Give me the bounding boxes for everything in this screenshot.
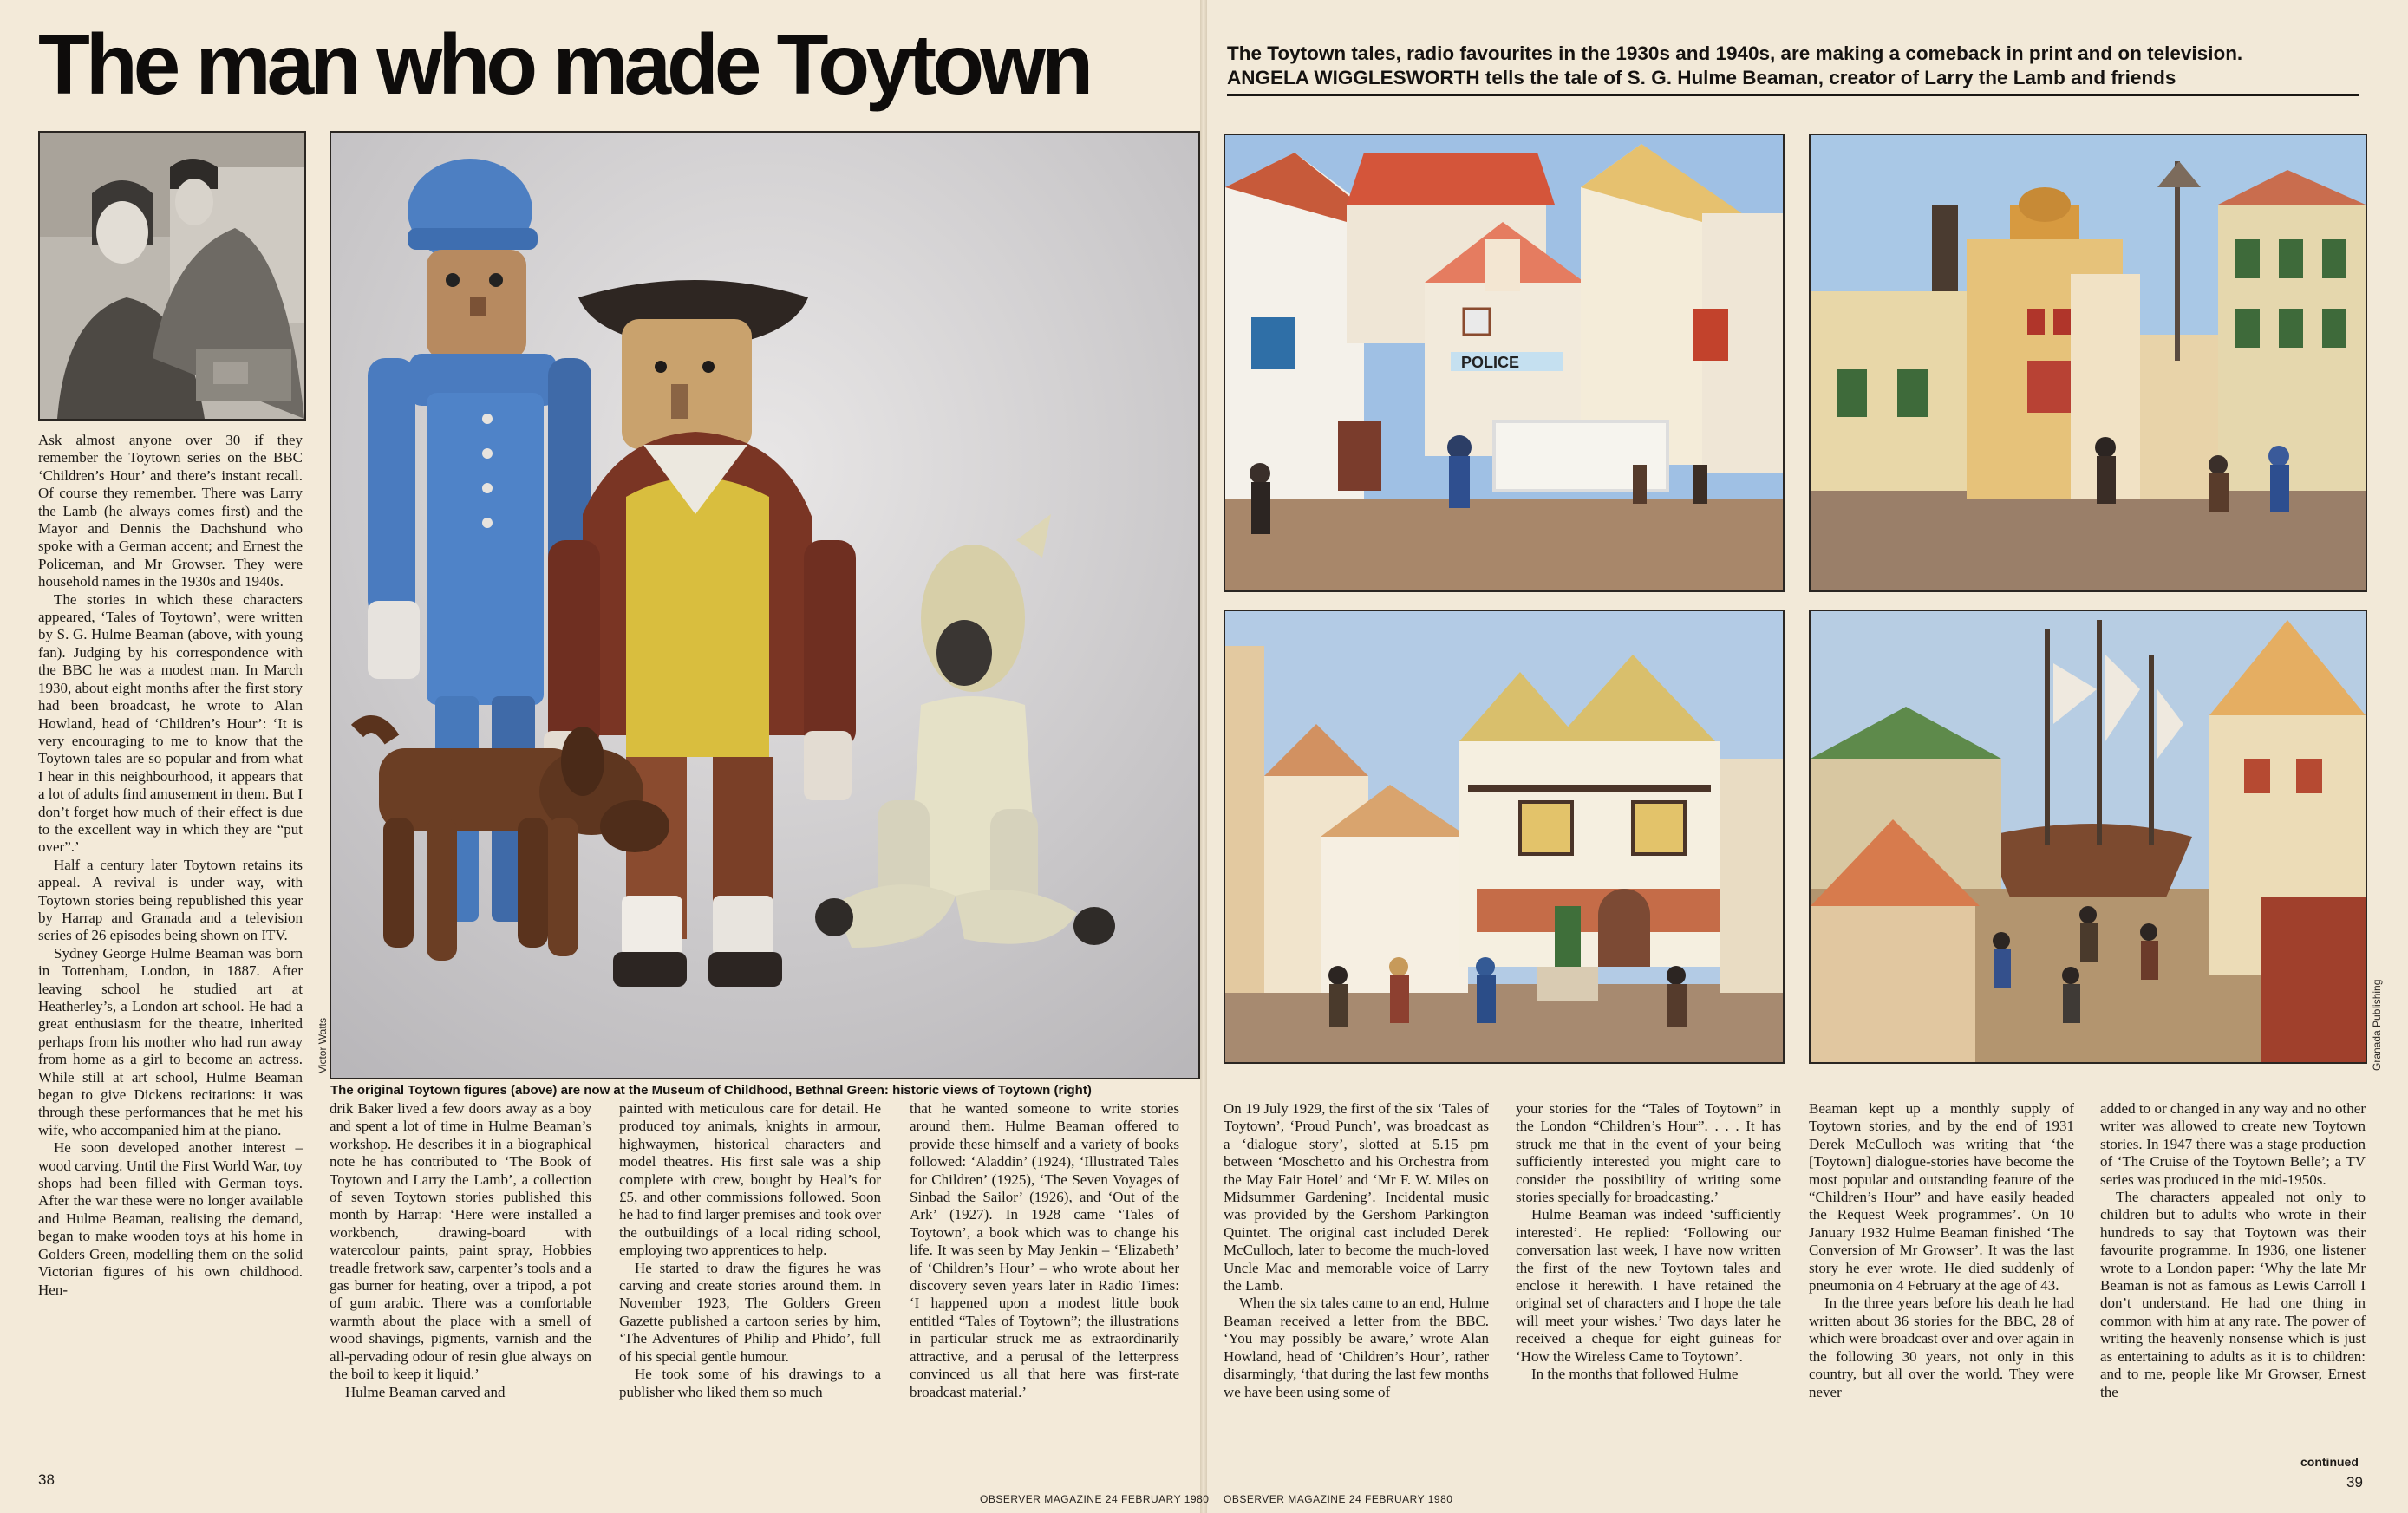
col6-para-3: In the months that followed Hulme: [1531, 1366, 1739, 1383]
standfirst: [1227, 42, 2380, 90]
col8-para-2: The characters appealed not only to children but to adults who wrote in their hundreds to say that Toytown was their favourite programme. In 1936, one listener wrote to a London paper: ‘Why the late Mr Beaman is not as famous as Lewis Carroll I don’t understand. He had one thing in common with him at any rate. The power of writing the heavenly nonsense which is just as entertaining to adults as it is to children: and to me, people like Mr Growser, Ernest the: [2100, 1189, 2366, 1400]
col5-para-1: On 19 July 1929, the first of the six ‘Tales of Toytown’, ‘Proud Punch’, was broadcast as a ‘dialogue story’, slotted at 5.15 pm between ‘Moschetto and his Orchestra from the May Fair Hotel’ and ‘Mr F. W. Miles on Midsummer Gardening’. Incidental music was provided by the Gershom Parkington Quintet. The original cast included Derek McCulloch, later to become the much-loved Uncle Mac and memorable voice of Larry the Lamb.: [1224, 1100, 1489, 1295]
svg-text:POLICE: POLICE: [1461, 354, 1520, 371]
publication-line-right: OBSERVER MAGAZINE 24 FEBRUARY 1980: [1224, 1493, 1453, 1505]
article-column-2: [330, 1100, 591, 1470]
continued-label: continued: [2300, 1455, 2359, 1469]
col6-para-1: your stories for the “Tales of Toytown” in the London “Children’s Hour”. . . . It has struck me that in the event of your being sufficiently interested you might care to consider the possibility of writing some stories specially for broadcasting.’: [1516, 1100, 1781, 1206]
headline: The man who made Toytown: [38, 16, 1090, 112]
col3-para-1: painted with meticulous care for detail. He produced toy animals, knights in armour, highwaymen, historical characters and model theatres. His first sale was a ship complete with crew, bought by Heal’s for £5, and other commissions followed. Soon he had to find larger premises and took over the outbuildings of a local riding school, employing two apprentices to help.: [619, 1100, 881, 1259]
col6-para-2: Hulme Beaman was indeed ‘sufficiently interested’. He replied: ‘Following our conversation last week, I have now written the first of the new Toytown tales and enclose it herewith. I have retained the original set of characters and I hope the tale will meet your wishes.’ Two days later he received a cheque for eight guineas for ‘How the Wireless Came to Toytown’.: [1516, 1206, 1781, 1365]
col3-para-2: He started to draw the figures he was carving and create stories around them. In November 1923, The Golders Green Gazette published a cartoon series by him, ‘The Adventures of Philip and Phido’, full of his special gentle humour.: [619, 1259, 881, 1365]
standfirst-line-1: The Toytown tales, radio favourites in the 1930s and 1940s, are making a comeback in print and on television.: [1227, 42, 2243, 64]
col5-para-2: When the six tales came to an end, Hulme Beaman received a letter from the BBC. ‘You may possibly be aware,’ wrote Alan Howland, head of ‘Children’s Hour’, rather disarmingly, ‘that during the last few months we have been using some of: [1224, 1295, 1489, 1400]
photo-credit-left: Victor Watts: [316, 1017, 329, 1073]
toytown-police-street-photo: [1224, 134, 1785, 592]
toytown-harbour-photo: [1809, 610, 2367, 1064]
col8-para-1: added to or changed in any way and no other writer was allowed to create new Toytown stories. In 1947 there was a stage production of ‘The Cruise of the Toytown Belle’; a TV series was produced in the mid-1950s.: [2100, 1100, 2366, 1188]
col1-para-3: Half a century later Toytown retains its appeal. A revival is under way, with Toytown stories being republished this year by Harrap and Granada and a television series of 26 episodes being shown on ITV.: [38, 856, 303, 944]
col3-para-3: He took some of his drawings to a publisher who liked them so much: [619, 1366, 881, 1400]
publication-line-left: OBSERVER MAGAZINE 24 FEBRUARY 1980: [980, 1493, 1210, 1505]
col1-para-5: He soon developed another interest – wood carving. Until the First World War, toy shops had been filled with German toys. After the war these were no longer available and Hulme Beaman, realising the demand, began to make wooden toys at his home in Golders Green, modelling them on the solid Victorian figures of his own childhood. Hen-: [38, 1139, 303, 1298]
col4-para-1: that he wanted someone to write stories around them. Hulme Beaman offered to provide these himself and a variety of books followed: ‘Aladdin’ (1924), ‘Illustrated Tales for Children’ (1925), ‘The Seven Voyages of Sinbad the Sailor’ (1926), and ‘Out of the Ark’ (1927). In 1928 came ‘Tales of Toytown’, a book which was to change his life. It was seen by May Jenkin – ‘Elizabeth’ of ‘Children’s Hour’ – who wrote about her discovery seven years later in Radio Times: ‘I happened upon a modest little book entitled “Tales of Toytown”; the illustrations in particular struck me as extraordinarily attractive, and a perusal of the letterpress convinced us all that here was first-rate broadcast material.’: [910, 1100, 1179, 1400]
article-column-5: [1224, 1100, 1489, 1470]
page-gutter: [1200, 0, 1207, 1513]
article-column-1: [38, 432, 303, 1469]
article-column-8: [2100, 1100, 2366, 1452]
photo-caption: The original Toytown figures (above) are now at the Museum of Childhood, Bethnal Green: historic views of Toytown (right): [330, 1083, 1092, 1098]
article-column-7: [1809, 1100, 2074, 1470]
standfirst-rule: [1227, 94, 2359, 96]
toy-figures-photo: [330, 131, 1200, 1079]
col2-para-1: drik Baker lived a few doors away as a boy and spent a lot of time in Hulme Beaman’s workshop. He describes it in a biographical note he has contributed to ‘The Book of Toytown and Larry the Lamb’, a collection of seven Toytown stories published this month by Harrap: ‘Here were installed a workbench, drawing-board with watercolour paints, paint spray, Hobbies treadle fretwork saw, carpenter’s tools and a gas burner for heating, over a tripod, a pot of gum arabic. There was a comfortable warmth about the place with a smell of wood shavings, pigments, varnish and the all-pervading odour of resin glue always on the boil to keep it liquid.’: [330, 1100, 591, 1383]
photo-credit-right: Granada Publishing: [2371, 979, 2383, 1071]
standfirst-line-2: ANGELA WIGGLESWORTH tells the tale of S. G. Hulme Beaman, creator of Larry the Lamb and friends: [1227, 67, 2176, 88]
col1-para-1: Ask almost anyone over 30 if they remember the Toytown series on the BBC ‘Children’s Hour’ and there’s instant recall. Of course they remember. There was Larry the Lamb (he always comes first) and the Mayor and Dennis the Dachshund who spoke with a German accent; and Ernest the Policeman, and Mr Growser. They were household names in the 1930s and 1940s.: [38, 432, 303, 590]
page-number-right: 39: [2346, 1474, 2363, 1490]
col1-para-2: The stories in which these characters appeared, ‘Tales of Toytown’, were written by S. G. Hulme Beaman (above, with young fan). Judging by his correspondence with the BBC he was a modest man. In March 1930, about eight months after the first story had been broadcast, he wrote to Alan Howland, head of ‘Children’s Hour’: ‘It is very encouraging to me to know that the Toytown tales are so popular and from what I hear in this neighbourhood, it appears that a lot of adults find amusement in them. But I don’t forget how much of their effect is due to the excellent way in which they are “put over”.’: [38, 590, 303, 856]
col2-para-2: Hulme Beaman carved and: [345, 1383, 506, 1400]
article-column-4: [910, 1100, 1179, 1470]
toytown-square-photo: [1809, 134, 2367, 592]
col1-para-4: Sydney George Hulme Beaman was born in Tottenham, London, in 1887. After leaving school he studied art at Heatherley’s, a London art school. He had a great enthusiasm for the theatre, inherited perhaps from his mother who had run away from home as a girl to become an actress. While still at art school, Hulme Beaman began to give Dickens recitations: it was through these performances that he met his wife, who accompanied him at the piano.: [38, 944, 303, 1138]
col7-para-2: In the three years before his death he had written about 36 stories for the BBC, 28 of which were broadcast over and over again in the following 30 years, not only in this country, but all over the world. They were never: [1809, 1295, 2074, 1400]
article-column-3: [619, 1100, 881, 1470]
portrait-photo: [38, 131, 306, 421]
col7-para-1: Beaman kept up a monthly supply of Toytown stories, and by the end of 1931 Derek McCulloch was writing that ‘the [Toytown] dialogue-stories have become the most popular and outstanding feature of the “Children’s Hour” and have easily headed the Request Week programmes’. On 10 January 1932 Hulme Beaman finished ‘The Conversion of Mr Growser’. It was the last story he ever wrote. He died suddenly of pneumonia on 4 February at the age of 43.: [1809, 1100, 2074, 1295]
page-number-left: 38: [38, 1471, 55, 1488]
article-column-6: [1516, 1100, 1781, 1470]
toytown-tudor-houses-photo: [1224, 610, 1785, 1064]
